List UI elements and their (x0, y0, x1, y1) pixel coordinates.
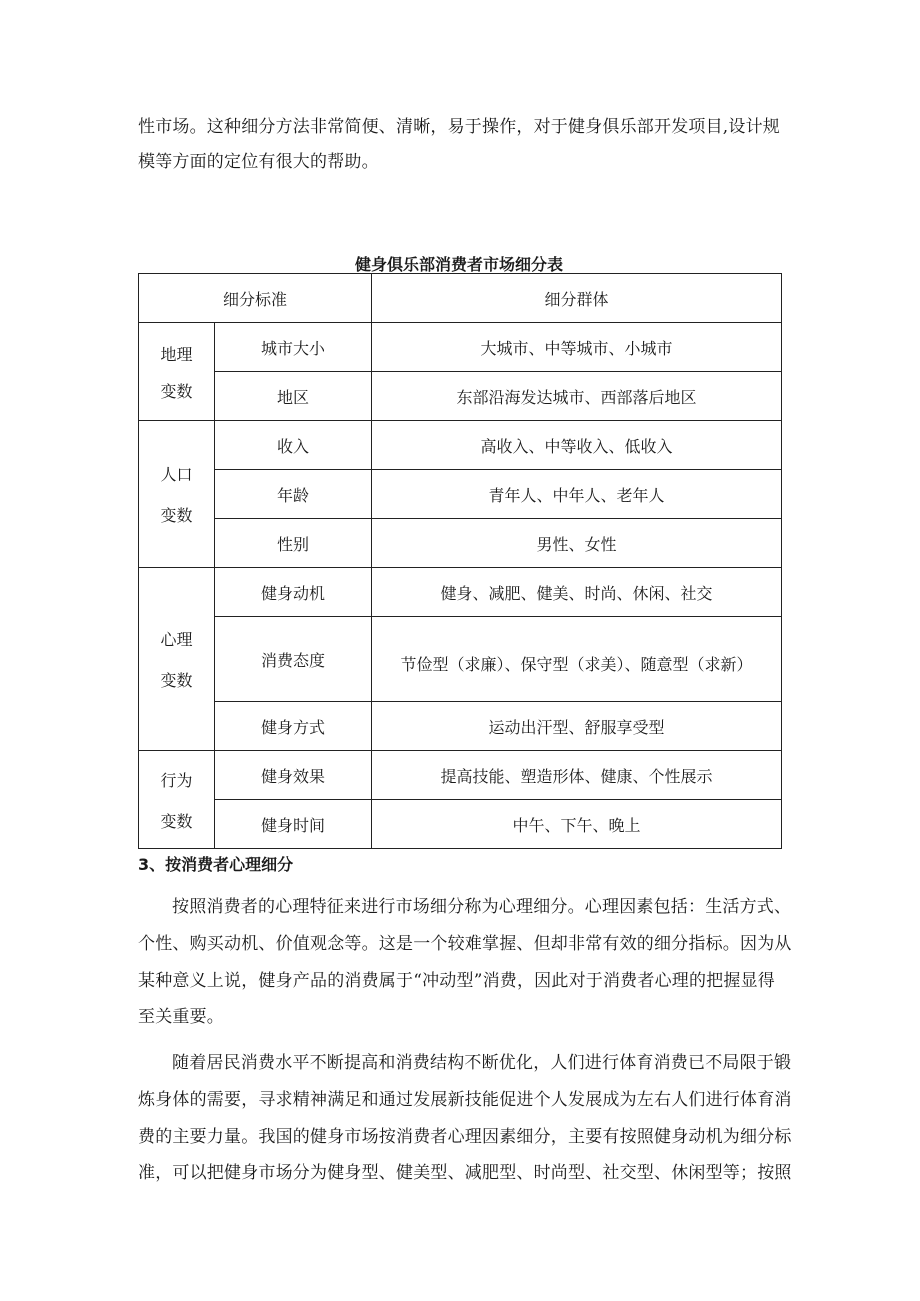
group-label-line: 心理 (160, 630, 193, 649)
criterion-cell: 健身效果 (215, 751, 372, 800)
table-row (139, 421, 782, 470)
groups-cell: 东部沿海发达城市、西部落后地区 (372, 372, 782, 421)
paragraph-line: 准，可以把健身市场分为健身型、健美型、减肥型、时尚型、社交型、休闲型等；按照 (138, 1163, 792, 1183)
groups-cell: 节俭型（求廉）、保守型（求美）、随意型（求新） (372, 617, 782, 702)
table-header-row (139, 274, 782, 323)
criterion-cell: 性别 (215, 519, 372, 568)
table-row (139, 702, 782, 751)
intro-line: 性市场。这种细分方法非常简便、清晰，易于操作，对于健身俱乐部开发项目,设计规 (138, 117, 781, 137)
table-row (139, 470, 782, 519)
groups-cell: 健身、减肥、健美、时尚、休闲、社交 (372, 568, 782, 617)
paragraph-line: 随着居民消费水平不断提高和消费结构不断优化，人们进行体育消费已不局限于锻 (172, 1053, 792, 1073)
table-row (139, 519, 782, 568)
criterion-cell: 消费态度 (215, 617, 372, 702)
criterion-cell: 健身动机 (215, 568, 372, 617)
group-label-line: 变数 (160, 671, 193, 690)
group-label-behav (139, 751, 215, 849)
header-criteria: 细分标准 (139, 274, 372, 323)
criterion-cell: 地区 (215, 372, 372, 421)
paragraph-line: 炼身体的需要，寻求精神满足和通过发展新技能促进个人发展成为左右人们进行体育消 (138, 1090, 792, 1110)
groups-cell: 高收入、中等收入、低收入 (372, 421, 782, 470)
group-label-geo (139, 323, 215, 421)
criterion-cell: 年龄 (215, 470, 372, 519)
intro-line: 模等方面的定位有很大的帮助。 (138, 152, 379, 172)
paragraph-line: 至关重要。 (138, 1007, 224, 1027)
group-label-line: 人口 (160, 465, 193, 484)
table-row (139, 617, 782, 702)
group-label-psych (139, 568, 215, 751)
group-label-line: 变数 (160, 381, 193, 401)
groups-cell: 青年人、中年人、老年人 (372, 470, 782, 519)
table-row (139, 372, 782, 421)
groups-cell: 中午、下午、晚上 (372, 800, 782, 849)
criterion-cell: 收入 (215, 421, 372, 470)
table-caption: 健身俱乐部消费者市场细分表 (354, 255, 563, 274)
group-label-line: 变数 (160, 506, 193, 525)
group-label-demo (139, 421, 215, 568)
table-row (139, 323, 782, 372)
group-label-line: 地理 (160, 344, 193, 364)
groups-cell: 大城市、中等城市、小城市 (372, 323, 782, 372)
criterion-cell: 城市大小 (215, 323, 372, 372)
group-label-line: 变数 (160, 811, 193, 831)
paragraph-line: 某种意义上说，健身产品的消费属于“冲动型”消费，因此对于消费者心理的把握显得 (138, 971, 775, 991)
section-heading: 3、按消费者心理细分 (138, 855, 294, 874)
groups-cell: 男性、女性 (372, 519, 782, 568)
criterion-cell: 健身时间 (215, 800, 372, 849)
groups-cell: 提高技能、塑造形体、健康、个性展示 (372, 751, 782, 800)
paragraph-line: 按照消费者的心理特征来进行市场细分称为心理细分。心理因素包括：生活方式、 (172, 897, 792, 917)
segmentation-table (138, 273, 782, 849)
criterion-cell: 健身方式 (215, 702, 372, 751)
header-groups: 细分群体 (372, 274, 782, 323)
paragraph-line: 费的主要力量。我国的健身市场按消费者心理因素细分，主要有按照健身动机为细分标 (138, 1127, 792, 1147)
table-row (139, 800, 782, 849)
table-row (139, 568, 782, 617)
groups-cell: 运动出汗型、舒服享受型 (372, 702, 782, 751)
paragraph-line: 个性、购买动机、价值观念等。这是一个较难掌握、但却非常有效的细分指标。因为从 (138, 934, 792, 954)
table-row (139, 751, 782, 800)
group-label-line: 行为 (160, 770, 193, 790)
